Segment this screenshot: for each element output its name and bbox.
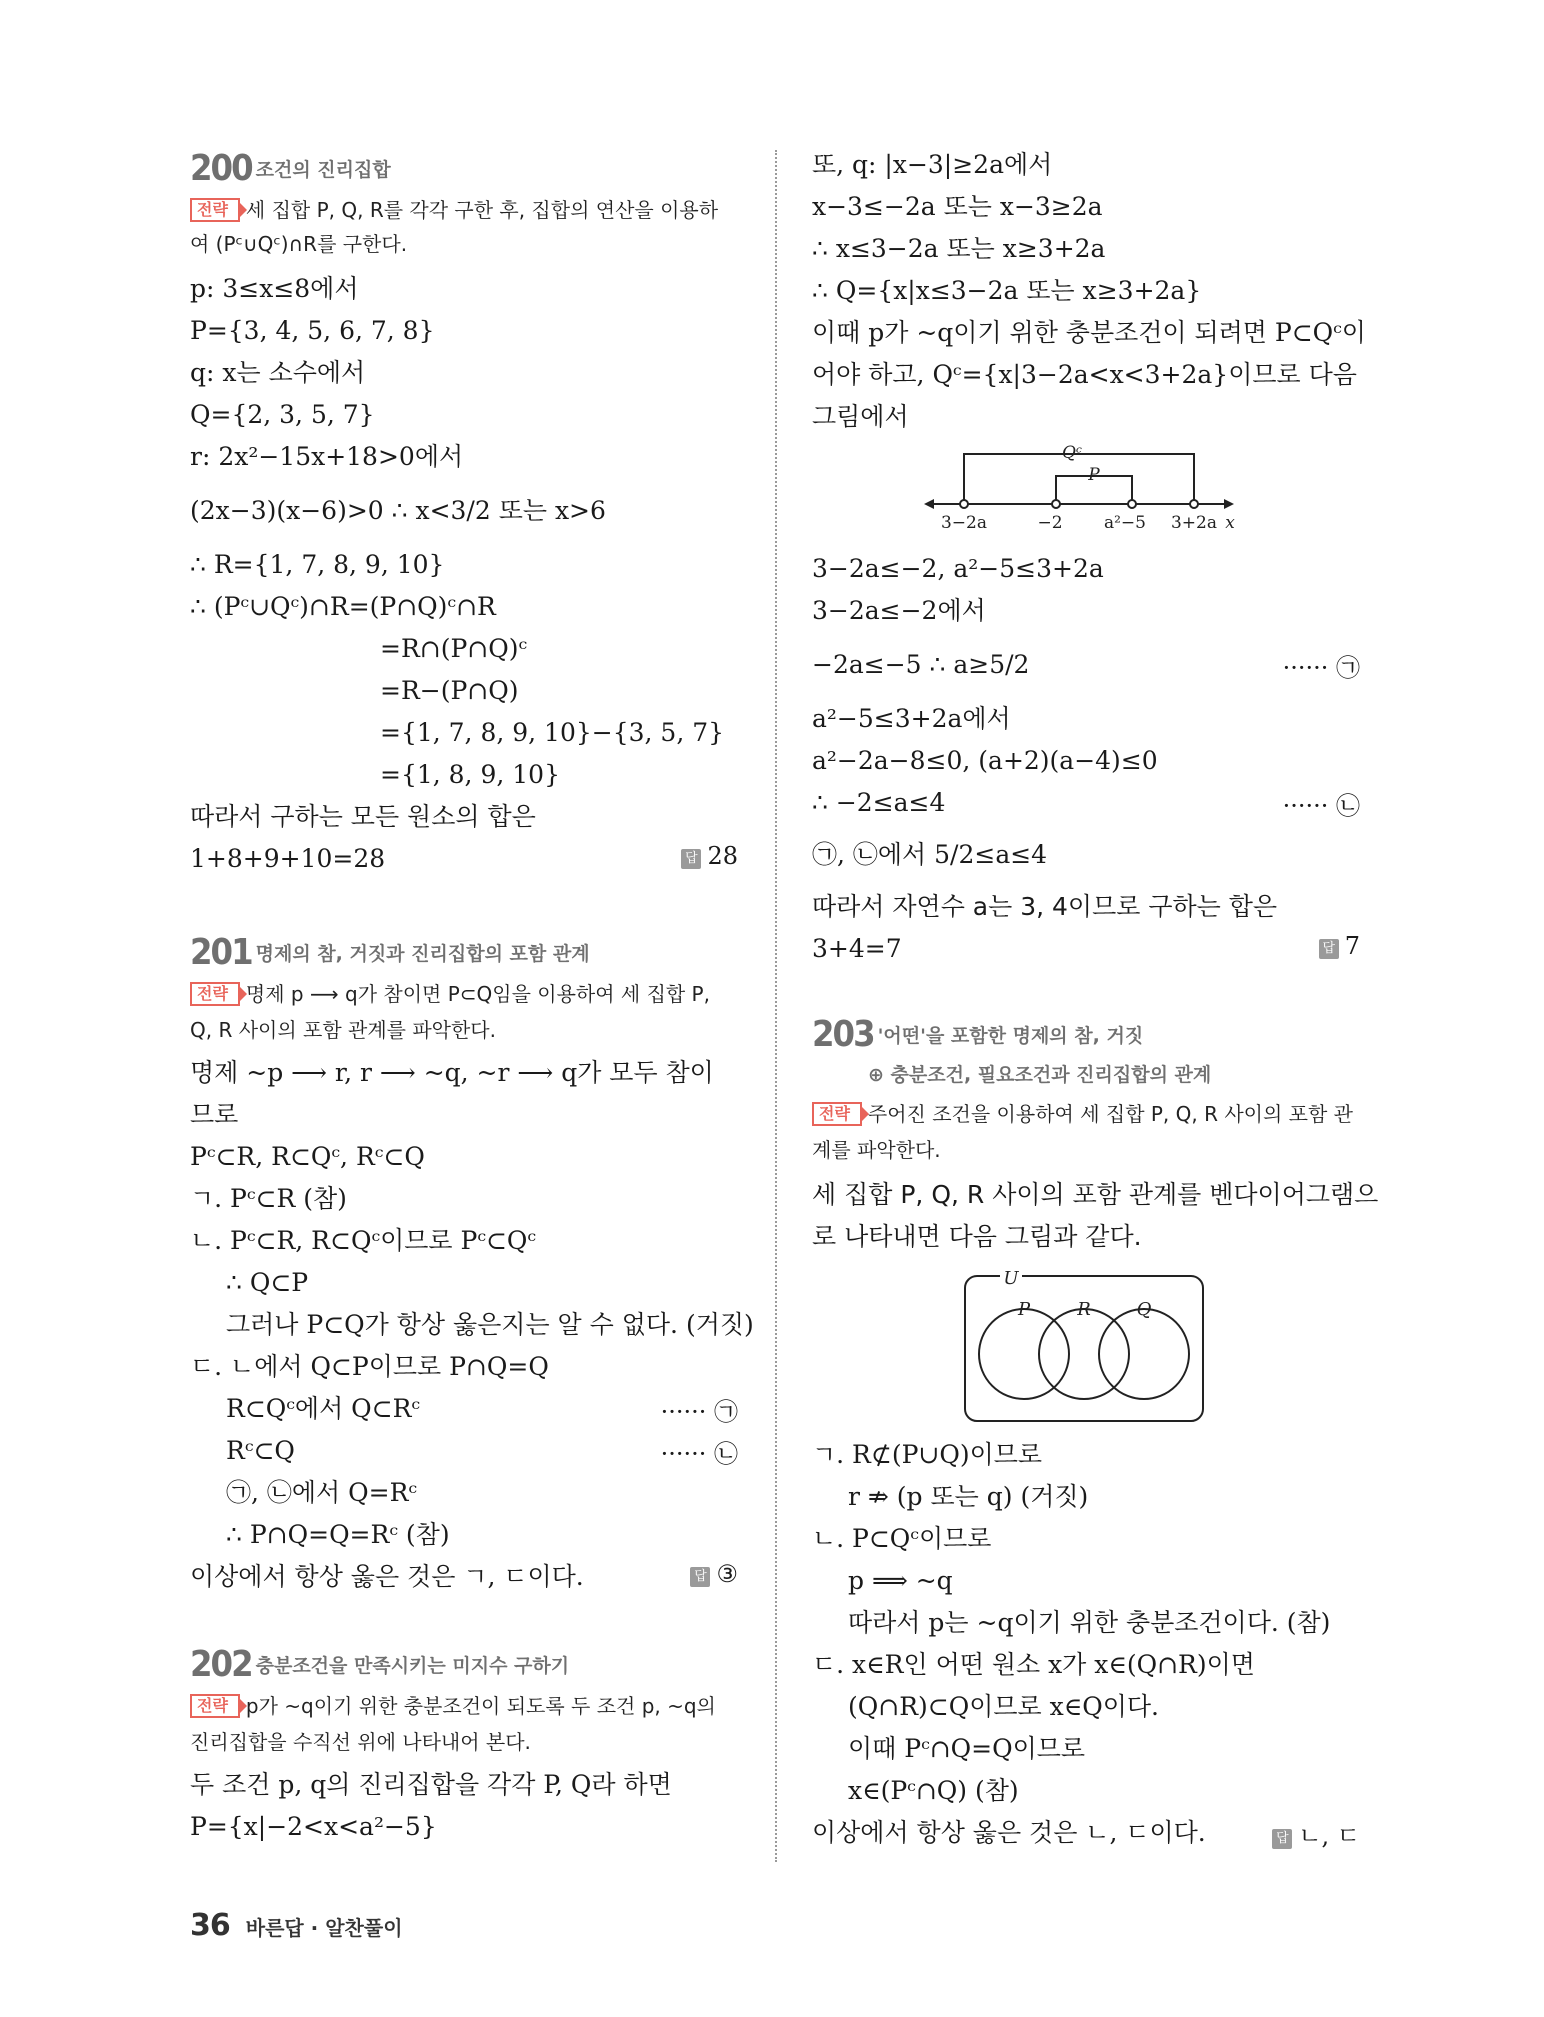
solution-line: ∴ −2≤a≤4 (812, 788, 946, 817)
solution-line: −2a≤−5 ∴ a≥5/2 (812, 650, 1030, 679)
strategy-line: 계를 파악한다. (812, 1138, 941, 1162)
equation-tag: ······ ㉡ (660, 1440, 738, 1468)
strategy-tag: 전략 (190, 198, 240, 222)
solution-line: 이상에서 항상 옳은 것은 ㄴ, ㄷ이다. (812, 1818, 1206, 1847)
solution-line: 명제 ~p ⟶ r, r ⟶ ~q, ~r ⟶ q가 모두 참이 (190, 1058, 714, 1087)
solution-line: (2x−3)(x−6)>0 ∴ x<3/2 또는 x>6 (190, 496, 606, 525)
answer-badge: 답 ㄴ, ㄷ (1272, 1816, 1360, 1851)
strategy-line: 전략 세 집합 P, Q, R를 각각 구한 후, 집합의 연산을 이용하 (190, 194, 718, 226)
answer-label: 답 (1319, 939, 1339, 959)
solution-line: =R∩(P∩Q)ᶜ (380, 634, 528, 663)
answer-badge: 답 28 (681, 842, 738, 870)
page-footer (190, 1908, 403, 1943)
solution-line: x∈(Pᶜ∩Q) (참) (848, 1776, 1019, 1805)
answer-badge: 답 ③ (690, 1560, 738, 1588)
solution-line: ㉠, ㉡에서 5/2≤a≤4 (812, 840, 1048, 869)
solution-line: a²−2a−8≤0, (a+2)(a−4)≤0 (812, 746, 1158, 775)
axis-arrow-right (1224, 499, 1234, 509)
solution-line: ㄱ. Pᶜ⊂R (참) (190, 1184, 347, 1213)
equation-tag: ······ ㉡ (1282, 792, 1360, 820)
solution-line: P={x|−2<x<a²−5} (190, 1812, 437, 1841)
solution-line: ㉠, ㉡에서 Q=Rᶜ (226, 1478, 418, 1507)
problem-title: 명제의 참, 거짓과 진리집합의 포함 관계 (255, 943, 590, 965)
open-point (1190, 500, 1198, 508)
solution-line: 그러나 P⊂Q가 항상 옳은지는 알 수 없다. (거짓) (226, 1310, 754, 1339)
answer-label: 답 (681, 849, 701, 869)
answer-label: 답 (1272, 1829, 1292, 1849)
open-point (1128, 500, 1136, 508)
solution-line: Q={2, 3, 5, 7} (190, 400, 375, 429)
solution-line: ㄷ. x∈R인 어떤 원소 x가 x∈(Q∩R)이면 (812, 1650, 1255, 1679)
open-point (960, 500, 968, 508)
set-p-label: P (1017, 1299, 1031, 1320)
strategy-line: 전략 p가 ~q이기 위한 충분조건이 되도록 두 조건 p, ~q의 (190, 1690, 716, 1722)
solution-line: p ⟹ ~q (848, 1566, 953, 1595)
solution-line: 3+4=7 (812, 934, 902, 963)
solution-line: 이때 Pᶜ∩Q=Q이므로 (848, 1734, 1086, 1763)
problem-200-heading (190, 148, 391, 189)
solution-line: 므로 (190, 1100, 239, 1129)
problem-203-heading (812, 1014, 1143, 1055)
solution-line: q: x는 소수에서 (190, 358, 366, 387)
solution-line: ={1, 7, 8, 9, 10}−{3, 5, 7} (380, 718, 725, 747)
solution-line: ㄱ. R⊄(P∪Q)이므로 (812, 1440, 1043, 1469)
solution-line: (Q∩R)⊂Q이므로 x∈Q이다. (848, 1692, 1159, 1721)
solution-line: 또, q: |x−3|≥2a에서 (812, 150, 1053, 179)
axis-arrow-left (924, 499, 934, 509)
strategy-tag: 전략 (190, 982, 240, 1006)
column-divider (775, 150, 777, 1862)
solution-line: 두 조건 p, q의 진리집합을 각각 P, Q라 하면 (190, 1770, 672, 1799)
solution-line: ∴ x≤3−2a 또는 x≥3+2a (812, 234, 1106, 263)
venn-diagram (962, 1266, 1208, 1426)
solution-line: 로 나타내면 다음 그림과 같다. (812, 1222, 1142, 1251)
solution-line: 3−2a≤−2, a²−5≤3+2a (812, 554, 1104, 583)
solution-line: ㄷ. ㄴ에서 Q⊂P이므로 P∩Q=Q (190, 1352, 549, 1381)
problem-title: '어떤'을 포함한 명제의 참, 거짓 (877, 1025, 1144, 1047)
solution-line: Rᶜ⊂Q (226, 1436, 295, 1465)
solution-line: r ⇏ (p 또는 q) (거짓) (848, 1482, 1089, 1511)
strategy-line: 전략 명제 p ⟶ q가 참이면 P⊂Q임을 이용하여 세 집합 P, (190, 978, 710, 1010)
solution-line: p: 3≤x≤8에서 (190, 274, 359, 303)
strategy-line: 전략 주어진 조건을 이용하여 세 집합 P, Q, R 사이의 포함 관 (812, 1098, 1353, 1130)
equation-tag: ······ ㉠ (660, 1398, 738, 1426)
problem-number: 203 (812, 1014, 874, 1055)
strategy-line: 여 (Pᶜ∪Qᶜ)∩R를 구한다. (190, 232, 408, 256)
strategy-line: Q, R 사이의 포함 관계를 파악한다. (190, 1018, 496, 1042)
solution-line: R⊂Qᶜ에서 Q⊂Rᶜ (226, 1394, 421, 1423)
solution-line: ∴ (Pᶜ∪Qᶜ)∩R=(P∩Q)ᶜ∩R (190, 592, 496, 621)
set-q-label: Q (1136, 1299, 1152, 1320)
book-title: 바른답 · 알찬풀이 (245, 1916, 403, 1940)
problem-title: 조건의 진리집합 (255, 159, 391, 181)
solution-line: P={3, 4, 5, 6, 7, 8} (190, 316, 435, 345)
tick-label: a²−5 (1103, 513, 1147, 533)
problem-title: 충분조건을 만족시키는 미지수 구하기 (255, 1655, 570, 1677)
equation-tag: ······ ㉠ (1282, 654, 1360, 682)
solution-line: 어야 하고, Qᶜ={x|3−2a<x<3+2a}이므로 다음 (812, 360, 1357, 389)
set-u-label: U (1003, 1268, 1019, 1289)
set-q-circle (1099, 1309, 1189, 1399)
strategy-tag: 전략 (812, 1102, 862, 1126)
open-point (1052, 500, 1060, 508)
problem-202-heading (190, 1644, 569, 1685)
solution-line: ={1, 8, 9, 10} (380, 760, 560, 789)
solution-line: 따라서 구하는 모든 원소의 합은 (190, 802, 536, 831)
problem-number: 201 (190, 932, 252, 973)
strategy-line: 진리집합을 수직선 위에 나타내어 본다. (190, 1730, 531, 1754)
tick-label: 3+2a (1170, 513, 1218, 533)
problem-number: 200 (190, 148, 252, 189)
solution-line: ㄴ. Pᶜ⊂R, R⊂Qᶜ이므로 Pᶜ⊂Qᶜ (190, 1226, 537, 1255)
solution-line: ∴ P∩Q=Q=Rᶜ (참) (226, 1520, 450, 1549)
problem-201-heading (190, 932, 590, 973)
solution-line: ∴ R={1, 7, 8, 9, 10} (190, 550, 445, 579)
set-r-label: R (1077, 1299, 1091, 1320)
qc-label: Qᶜ (1062, 444, 1082, 463)
axis-variable-label: x (1225, 513, 1235, 533)
tick-label: 3−2a (940, 513, 988, 533)
tick-label: −2 (1037, 513, 1063, 533)
solution-line: 세 집합 P, Q, R 사이의 포함 관계를 벤다이어그램으 (812, 1180, 1379, 1209)
solution-line: 따라서 p는 ~q이기 위한 충분조건이다. (참) (848, 1608, 1331, 1637)
solution-line: ∴ Q⊂P (226, 1268, 309, 1297)
solution-line: Pᶜ⊂R, R⊂Qᶜ, Rᶜ⊂Q (190, 1142, 425, 1171)
solution-line: 따라서 자연수 a는 3, 4이므로 구하는 합은 (812, 892, 1278, 921)
problem-subtitle: ⊕ 충분조건, 필요조건과 진리집합의 관계 (868, 1064, 1212, 1086)
solution-line: 3−2a≤−2에서 (812, 596, 986, 625)
solution-line: 그림에서 (812, 402, 909, 431)
solution-line: x−3≤−2a 또는 x−3≥2a (812, 192, 1103, 221)
solution-line: 이상에서 항상 옳은 것은 ㄱ, ㄷ이다. (190, 1562, 584, 1591)
solution-line: a²−5≤3+2a에서 (812, 704, 1011, 733)
problem-number: 202 (190, 1644, 252, 1685)
strategy-tag: 전략 (190, 1694, 240, 1718)
solution-line: =R−(P∩Q) (380, 676, 519, 705)
number-line-figure (922, 444, 1242, 534)
solution-line: r: 2x²−15x+18>0에서 (190, 442, 464, 471)
answer-label: 답 (690, 1567, 710, 1587)
solution-line: 이때 p가 ~q이기 위한 충분조건이 되려면 P⊂Qᶜ이 (812, 318, 1366, 347)
solution-line: ∴ Q={x|x≤3−2a 또는 x≥3+2a} (812, 276, 1202, 305)
page-number: 36 (190, 1908, 230, 1943)
solution-line: ㄴ. P⊂Qᶜ이므로 (812, 1524, 992, 1553)
solution-line: 1+8+9+10=28 (190, 844, 386, 873)
set-p-circle (979, 1309, 1069, 1399)
p-label: P (1088, 465, 1100, 485)
set-r-circle (1039, 1309, 1129, 1399)
answer-badge: 답 7 (1319, 932, 1360, 960)
